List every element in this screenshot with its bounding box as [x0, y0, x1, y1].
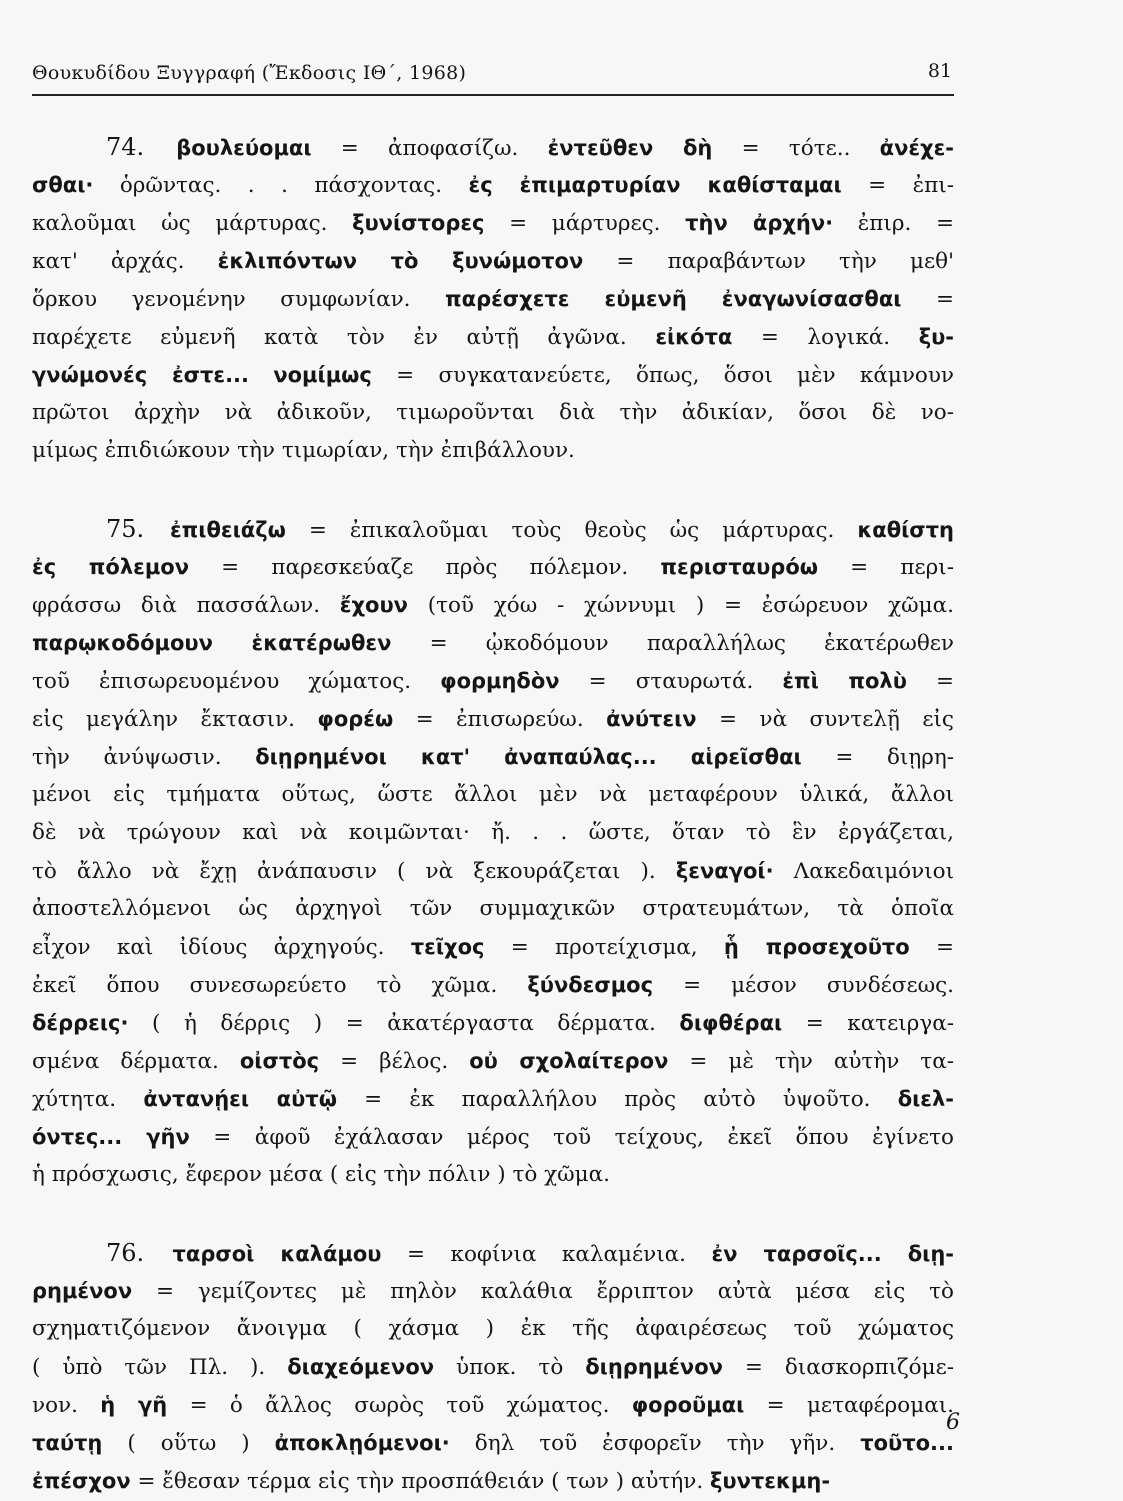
gloss-text: =	[906, 669, 954, 694]
gloss-text: ἡ πρόσχωσις, ἔφερον μέσα ( εἰς τὴν πόλιν ) τὸ χῶμα.	[32, 1162, 611, 1187]
lemma-term: σθαι·	[32, 173, 94, 197]
text-line	[32, 1004, 962, 1042]
text-line	[32, 1234, 962, 1272]
text-line	[32, 510, 962, 548]
lemma-term: οὐ σχολαίτερον	[469, 1049, 669, 1073]
lemma-term: τὴν ἀρχήν·	[685, 211, 834, 235]
lemma-term: ᾗ προσεχοῦτο	[723, 935, 910, 959]
gloss-text: =	[909, 935, 955, 960]
text-line	[32, 280, 962, 318]
gloss-text: = μάρτυρες.	[484, 211, 686, 236]
gloss-text: καλοῦμαι ὡς μάρτυρας.	[32, 211, 353, 236]
text-line	[32, 928, 962, 966]
lemma-term: ἐπιθειάζω	[169, 518, 286, 542]
text-line	[32, 432, 962, 470]
text-line	[32, 128, 962, 166]
text-line	[32, 394, 962, 432]
gloss-text: = συγκατανεύετε, ὅπως, ὅσοι μὲν κάμνουν	[371, 363, 954, 388]
gloss-text: = διῃρη-	[801, 745, 955, 770]
gloss-text: παρέχετε εὐμενῆ κατὰ τὸν ἐν αὐτῇ ἀγῶνα.	[32, 325, 656, 350]
paragraph-76	[32, 1234, 962, 1500]
gloss-text	[249, 363, 273, 388]
gloss-text: = μεταφέρομαι.	[744, 1393, 955, 1418]
running-header	[32, 60, 954, 96]
gloss-text: = ἔθεσαν τέρμα εἰς τὴν προσπάθειάν ( των ) αὐτήν.	[130, 1469, 711, 1494]
lemma-term: παρέσχετε εὐμενῆ ἐναγωνίσασθαι	[445, 287, 902, 311]
lemma-term: ἐς ἐπιμαρτυρίαν καθίσταμαι	[468, 173, 842, 197]
gloss-text: = λογικά.	[732, 325, 919, 350]
signature-mark: 6	[946, 1410, 960, 1435]
lemma-term: δέρρεις·	[32, 1011, 129, 1035]
gloss-text: εἶχον καὶ ἰδίους ἀρχηγούς.	[32, 935, 411, 960]
lemma-term: ταρσοὶ καλάμου	[172, 1242, 382, 1266]
text-line	[32, 776, 962, 814]
text-line	[32, 700, 962, 738]
lemma-term: φοροῦμαι	[631, 1393, 745, 1417]
text-line	[32, 1462, 962, 1500]
lemma-term: ἀνύτειν	[606, 707, 697, 731]
text-line	[32, 166, 962, 204]
lemma-term: φορμηδὸν	[440, 669, 560, 693]
lemma-term: διῃρημένοι κατ' ἀναπαύλας... αἱρεῖσθαι	[255, 745, 802, 769]
gloss-text: ( ἡ δέρρις ) = ἀκατέργαστα δέρματα.	[128, 1011, 680, 1036]
paragraph-74	[32, 128, 962, 470]
lemma-term: ἀνέχε-	[879, 136, 955, 160]
gloss-text: = διασκορπιζόμε-	[722, 1355, 954, 1380]
gloss-text: ἐπιρ. =	[833, 211, 954, 236]
text-line	[32, 1424, 962, 1462]
text-line	[32, 1310, 962, 1348]
gloss-text: μένοι εἰς τμήματα οὕτως, ὥστε ἄλλοι μὲν νὰ μεταφέρουν ὑλικά, ἄλλοι	[32, 782, 954, 807]
gloss-text: ὑποκ. τὸ	[434, 1355, 586, 1380]
lemma-term: ἡ γῆ	[100, 1393, 168, 1417]
lemma-term: διαχεόμενον	[287, 1355, 435, 1379]
lemma-term: οἰστὸς	[239, 1049, 320, 1073]
text-line	[32, 1118, 962, 1156]
gloss-text: = παραβάντων τὴν μεθ'	[583, 249, 954, 274]
lemma-term: εἰκότα	[655, 325, 733, 349]
gloss-text: σχηματιζόμενον ἄνοιγμα ( χάσμα ) ἐκ τῆς ἀφαιρέσεως τοῦ χώματος	[32, 1316, 954, 1341]
gloss-text: (τοῦ χόω - χώννυμι ) = ἐσώρευον χῶμα.	[407, 593, 954, 618]
lemma-term: ξυ-	[918, 325, 954, 349]
gloss-text: = ᾠκοδόμουν παραλλήλως ἑκατέρωθεν	[391, 631, 954, 656]
gloss-text: = μὲ τὴν αὐτὴν τα-	[668, 1049, 954, 1074]
gloss-text: = βέλος.	[319, 1049, 470, 1074]
text-line	[32, 1272, 962, 1310]
gloss-text: ( οὕτω )	[102, 1431, 275, 1456]
lemma-term: ξυνίστορες	[352, 211, 485, 235]
gloss-text: = σταυρωτά.	[559, 669, 783, 694]
gloss-text: ὁρῶντας. . . πάσχοντας.	[93, 173, 469, 198]
lemma-term: ἔχουν	[339, 593, 408, 617]
gloss-text: δηλ τοῦ ἐσφορεῖν τὴν γῆν.	[449, 1431, 861, 1456]
commentary-body	[32, 128, 962, 1500]
text-line	[32, 548, 962, 586]
section-number: 75.	[106, 515, 168, 543]
gloss-text: = ἐπι-	[841, 173, 954, 198]
gloss-text: =	[901, 287, 954, 312]
lemma-term: ξύνδεσμος	[527, 973, 654, 997]
text-line	[32, 1156, 962, 1194]
lemma-term: περισταυρόω	[660, 555, 818, 579]
lemma-term: καθίστη	[857, 518, 955, 542]
lemma-term: ἐπέσχον	[32, 1469, 131, 1493]
gloss-text: σμένα δέρματα.	[32, 1049, 240, 1074]
gloss-text: πρῶτοι ἀρχὴν νὰ ἀδικοῦν, τιμωροῦνται διὰ τὴν ἀδικίαν, ὅσοι δὲ νο-	[32, 400, 954, 425]
header-title: Θουκυδίδου Ξυγγραφή (Ἔκδοσις ΙΘ΄, 1968)	[32, 62, 467, 84]
text-line	[32, 852, 962, 890]
lemma-term: ταύτῃ	[32, 1431, 103, 1455]
gloss-text: κατ' ἀρχάς.	[32, 249, 218, 274]
text-line	[32, 586, 962, 624]
text-line	[32, 204, 962, 242]
lemma-term: ρημένον	[32, 1279, 133, 1303]
gloss-text: = ἐκ παραλλήλου πρὸς αὐτὸ ὑψοῦτο.	[336, 1087, 898, 1112]
lemma-term: τοῦτο...	[860, 1431, 954, 1455]
gloss-text: = νὰ συντελῇ εἰς	[696, 707, 954, 732]
gloss-text: φράσσω διὰ πασσάλων.	[32, 593, 340, 618]
gloss-text: τὴν ἀνύψωσιν.	[32, 745, 256, 770]
gloss-text: χύτητα.	[32, 1087, 144, 1112]
gloss-text: = κοφίνια καλαμένια.	[381, 1242, 712, 1267]
gloss-text: = μέσον συνδέσεως.	[653, 973, 955, 998]
gloss-text: = τότε..	[712, 136, 880, 161]
text-line	[32, 1386, 962, 1424]
gloss-text: ἀποστελλόμενοι ὡς ἀρχηγοὶ τῶν συμμαχικῶν στρατευμάτων, τὰ ὁποῖα	[32, 896, 954, 921]
text-line	[32, 624, 962, 662]
gloss-text: = ἀφοῦ ἐχάλασαν μέρος τοῦ τείχους, ἐκεῖ ὅπου ἐγίνετο	[189, 1125, 954, 1150]
gloss-text: ἐκεῖ ὅπου συνεσωρεύετο τὸ χῶμα.	[32, 973, 528, 998]
text-line	[32, 1080, 962, 1118]
text-line	[32, 662, 962, 700]
gloss-text: = παρεσκεύαζε πρὸς πόλεμον.	[189, 555, 661, 580]
gloss-text: = ὁ ἄλλος σωρὸς τοῦ χώματος.	[167, 1393, 632, 1418]
paragraph-75	[32, 510, 962, 1194]
section-number: 74.	[106, 133, 175, 161]
lemma-term: παρῳκοδόμουν ἑκατέρωθεν	[32, 631, 392, 655]
gloss-text: δὲ νὰ τρώγουν καὶ νὰ κοιμῶνται· ἤ. . . ὥστε, ὅταν τὸ ἓν ἐργάζεται,	[32, 820, 954, 845]
gloss-text: = περι-	[818, 555, 954, 580]
lemma-term: ἀντανῄει αὐτῷ	[143, 1087, 337, 1111]
lemma-term: ξυντεκμη-	[710, 1469, 831, 1493]
lemma-term: διφθέραι	[679, 1011, 783, 1035]
gloss-text: = ἐπικαλοῦμαι τοὺς θεοὺς ὡς μάρτυρας.	[285, 518, 858, 543]
section-number: 76.	[106, 1239, 171, 1267]
text-line	[32, 318, 962, 356]
lemma-term: τεῖχος	[410, 935, 485, 959]
lemma-term: ἐν ταρσοῖς... διῃ-	[711, 1242, 954, 1266]
lemma-term: φορέω	[317, 707, 394, 731]
gloss-text: Λακεδαιμόνιοι	[773, 859, 954, 884]
gloss-text: τοῦ ἐπισωρευομένου χώματος.	[32, 669, 441, 694]
text-line	[32, 966, 962, 1004]
gloss-text: ( ὑπὸ τῶν Πλ. ).	[32, 1355, 288, 1380]
header-page-number: 81	[927, 60, 952, 82]
lemma-term: ἐπὶ πολὺ	[782, 669, 907, 693]
lemma-term: ἀποκλῃόμενοι·	[274, 1431, 450, 1455]
text-line	[32, 242, 962, 280]
lemma-term: ἐκλιπόντων τὸ ξυνώμοτον	[217, 249, 584, 273]
lemma-term: ξεναγοί·	[675, 859, 774, 883]
gloss-text: = προτείχισμα,	[484, 935, 724, 960]
lemma-term: όντες... γῆν	[32, 1125, 190, 1149]
gloss-text: εἰς μεγάλην ἔκτασιν.	[32, 707, 318, 732]
text-line	[32, 814, 962, 852]
lemma-term: βουλεύομαι	[176, 136, 312, 160]
gloss-text: = ἀποφασίζω.	[311, 136, 548, 161]
lemma-term: νομίμως	[273, 363, 372, 387]
lemma-term: γνώμονές ἐστε...	[32, 363, 250, 387]
gloss-text: = κατειργα-	[782, 1011, 954, 1036]
text-line	[32, 1042, 962, 1080]
lemma-term: ἐντεῦθεν δὴ	[547, 136, 713, 160]
gloss-text: = ἐπισωρεύω.	[393, 707, 607, 732]
text-line	[32, 890, 962, 928]
gloss-text: ὅρκου γενομένην συμφωνίαν.	[32, 287, 446, 312]
text-line	[32, 738, 962, 776]
lemma-term: ἐς πόλεμον	[32, 555, 189, 579]
gloss-text: τὸ ἄλλο νὰ ἔχῃ ἀνάπαυσιν ( νὰ ξεκουράζεται ).	[32, 859, 676, 884]
gloss-text: μίμως ἐπιδιώκουν τὴν τιμωρίαν, τὴν ἐπιβάλλουν.	[32, 438, 575, 463]
lemma-term: διελ-	[897, 1087, 954, 1111]
text-line	[32, 1348, 962, 1386]
gloss-text: νον.	[32, 1393, 101, 1418]
lemma-term: διῃρημένον	[585, 1355, 723, 1379]
gloss-text: = γεμίζοντες μὲ πηλὸν καλάθια ἔρριπτον αὐτὰ μέσα εἰς τὸ	[132, 1279, 954, 1304]
text-line	[32, 356, 962, 394]
